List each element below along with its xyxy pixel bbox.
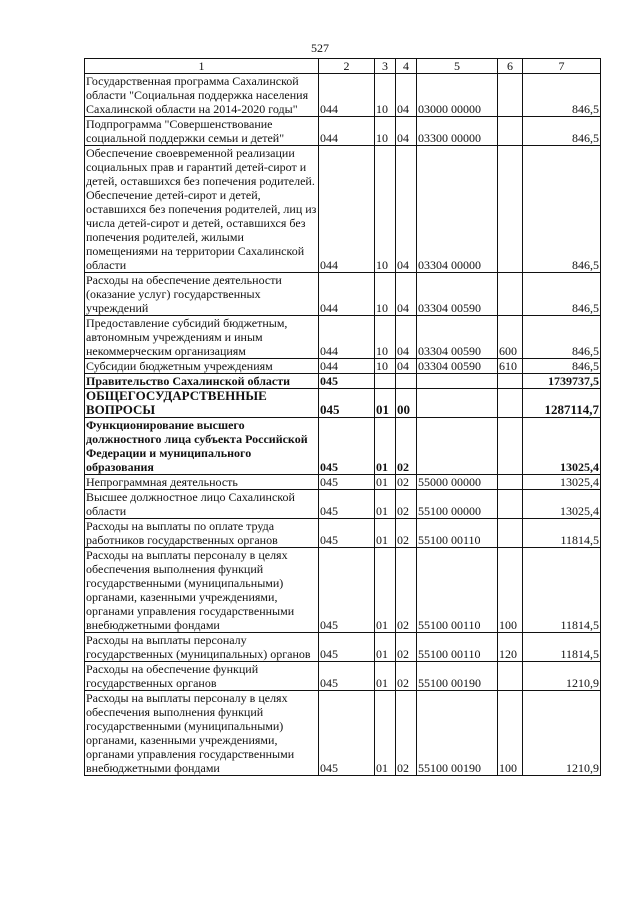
row-section: 10 [375,117,396,146]
row-expense-type: 600 [498,316,523,359]
row-expense-type: 100 [498,691,523,776]
row-subsection: 00 [396,389,417,418]
row-section: 10 [375,359,396,374]
table-row [85,548,601,633]
row-name: Предоставление субсидий бюджетным, автономным учреждениям и иным некоммерческим организациям [85,316,319,359]
table-row [85,74,601,117]
row-section: 01 [375,519,396,548]
row-name: Расходы на выплаты по оплате труда работников государственных органов [85,519,319,548]
col-header: 3 [375,59,396,74]
table-row [85,117,601,146]
row-target-article: 55100 00110 [417,548,498,633]
row-admin-code: 044 [319,273,375,316]
row-subsection: 02 [396,519,417,548]
table-row [85,359,601,374]
col-header: 7 [523,59,601,74]
row-admin-code: 044 [319,117,375,146]
row-name: Функционирование высшего должностного лица субъекта Российской Федерации и муниципального образования [85,418,319,475]
row-subsection: 02 [396,548,417,633]
row-target-article [417,374,498,389]
row-name: Расходы на выплаты персоналу государственных (муниципальных) органов [85,633,319,662]
row-name: Обеспечение своевременной реализации социальных прав и гарантий детей-сирот и детей, оставшихся без попечения родителей. Обеспечение детей-сирот и детей, оставшихся без попечения родителей, лиц из числа детей-сирот и детей, оставшихся без попечения родителей, жилыми помещениями на территории Сахалинской области [85,146,319,273]
row-name: Расходы на выплаты персоналу в целях обеспечения выполнения функций государственными (муниципальными) органами, казенными учреждениями, органами управления государственными внебюджетными фондами [85,548,319,633]
row-section: 01 [375,662,396,691]
row-expense-type [498,418,523,475]
row-admin-code: 045 [319,633,375,662]
row-amount: 1210,9 [523,691,601,776]
row-target-article: 55100 00190 [417,691,498,776]
row-amount: 1287114,7 [523,389,601,418]
col-header: 2 [319,59,375,74]
row-section: 10 [375,273,396,316]
row-subsection: 04 [396,74,417,117]
row-amount: 846,5 [523,316,601,359]
row-name: ОБЩЕГОСУДАРСТВЕННЫЕ ВОПРОСЫ [85,389,319,418]
row-expense-type [498,490,523,519]
row-target-article: 03304 00590 [417,359,498,374]
row-expense-type [498,662,523,691]
row-amount: 13025,4 [523,490,601,519]
row-amount: 11814,5 [523,633,601,662]
row-target-article: 03304 00000 [417,146,498,273]
row-expense-type: 120 [498,633,523,662]
row-subsection: 04 [396,146,417,273]
row-section: 01 [375,548,396,633]
row-admin-code: 045 [319,475,375,490]
col-header: 1 [85,59,319,74]
row-expense-type [498,475,523,490]
row-subsection [396,374,417,389]
table-row [85,374,601,389]
row-expense-type [498,74,523,117]
row-subsection: 02 [396,490,417,519]
table-row [85,475,601,490]
row-amount: 1210,9 [523,662,601,691]
table-row [85,662,601,691]
row-name: Субсидии бюджетным учреждениям [85,359,319,374]
row-subsection: 02 [396,475,417,490]
row-target-article: 55000 00000 [417,475,498,490]
table-row [85,691,601,776]
row-amount: 13025,4 [523,475,601,490]
row-amount: 1739737,5 [523,374,601,389]
row-admin-code: 044 [319,146,375,273]
row-name: Подпрограмма "Совершенствование социальной поддержки семьи и детей" [85,117,319,146]
row-target-article: 55100 00190 [417,662,498,691]
row-subsection: 02 [396,418,417,475]
row-target-article: 03304 00590 [417,273,498,316]
row-subsection: 04 [396,117,417,146]
row-expense-type [498,146,523,273]
row-admin-code: 045 [319,490,375,519]
row-amount: 846,5 [523,117,601,146]
col-header: 6 [498,59,523,74]
row-subsection: 02 [396,691,417,776]
row-subsection: 04 [396,316,417,359]
row-amount: 846,5 [523,359,601,374]
row-admin-code: 044 [319,316,375,359]
row-admin-code: 045 [319,374,375,389]
row-section: 01 [375,490,396,519]
row-amount: 846,5 [523,146,601,273]
row-expense-type: 610 [498,359,523,374]
header-row [85,59,601,74]
row-section: 01 [375,389,396,418]
table-row [85,490,601,519]
row-section: 10 [375,146,396,273]
row-name: Государственная программа Сахалинской области "Социальная поддержка населения Сахалинской области на 2014-2020 годы" [85,74,319,117]
row-name: Расходы на обеспечение функций государственных органов [85,662,319,691]
row-section: 01 [375,633,396,662]
row-admin-code: 045 [319,389,375,418]
row-name: Высшее должностное лицо Сахалинской области [85,490,319,519]
table-row [85,273,601,316]
row-name: Расходы на обеспечение деятельности (оказание услуг) государственных учреждений [85,273,319,316]
row-admin-code: 044 [319,359,375,374]
row-target-article [417,389,498,418]
table-row [85,316,601,359]
row-target-article: 55100 00110 [417,519,498,548]
row-expense-type [498,117,523,146]
row-section: 10 [375,316,396,359]
row-target-article: 55100 00110 [417,633,498,662]
col-header: 4 [396,59,417,74]
row-admin-code: 044 [319,74,375,117]
row-subsection: 02 [396,662,417,691]
table-row [85,418,601,475]
row-admin-code: 045 [319,691,375,776]
table-row [85,146,601,273]
row-expense-type [498,374,523,389]
row-target-article: 55100 00000 [417,490,498,519]
row-amount: 846,5 [523,74,601,117]
row-admin-code: 045 [319,662,375,691]
row-amount: 11814,5 [523,519,601,548]
row-expense-type [498,273,523,316]
row-target-article: 03000 00000 [417,74,498,117]
row-expense-type [498,519,523,548]
row-section: 01 [375,475,396,490]
page-number: 527 [311,41,329,55]
row-amount: 11814,5 [523,548,601,633]
row-section: 01 [375,418,396,475]
row-target-article [417,418,498,475]
row-expense-type: 100 [498,548,523,633]
row-name: Непрограммная деятельность [85,475,319,490]
row-section [375,374,396,389]
col-header: 5 [417,59,498,74]
row-expense-type [498,389,523,418]
row-subsection: 04 [396,359,417,374]
row-admin-code: 045 [319,548,375,633]
table-row [85,633,601,662]
row-section: 10 [375,74,396,117]
row-section: 01 [375,691,396,776]
row-admin-code: 045 [319,519,375,548]
row-target-article: 03300 00000 [417,117,498,146]
row-name: Расходы на выплаты персоналу в целях обеспечения выполнения функций государственными (муниципальными) органами, казенными учреждениями, органами управления государственными внебюджетными фондами [85,691,319,776]
row-subsection: 02 [396,633,417,662]
row-admin-code: 045 [319,418,375,475]
table-row [85,389,601,418]
row-amount: 846,5 [523,273,601,316]
table-row [85,519,601,548]
row-target-article: 03304 00590 [417,316,498,359]
row-name: Правительство Сахалинской области [85,374,319,389]
row-amount: 13025,4 [523,418,601,475]
row-subsection: 04 [396,273,417,316]
budget-table [84,58,601,776]
